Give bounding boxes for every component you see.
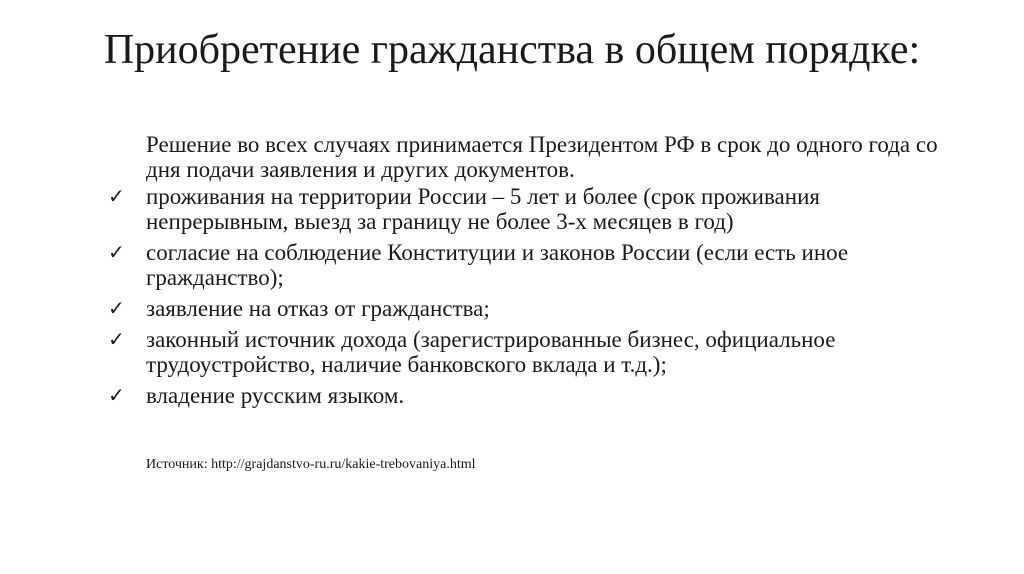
intro-text: Решение во всех случаях принимается Президентом РФ в срок до одного года со дня подачи заявления и других документов. (146, 132, 938, 182)
check-mark-icon: ✓ (108, 327, 125, 351)
source-citation: Источник: http://grajdanstvo-ru.ru/kakie-trebovaniya.html (146, 457, 476, 472)
check-mark-icon: ✓ (108, 240, 125, 264)
check-mark-icon: ✓ (108, 383, 125, 407)
list-item-text: владение русским языком. (146, 383, 405, 408)
list-item (108, 184, 948, 234)
requirements-list (108, 184, 948, 408)
check-mark-icon: ✓ (108, 296, 125, 320)
list-item-text: заявление на отказ от гражданства; (146, 296, 490, 321)
list-item-text: законный источник дохода (зарегистрированные бизнес, официальное трудоустройство, наличие банковского вклада и т.д.); (146, 327, 836, 377)
list-item-text: проживания на территории России – 5 лет и более (срок проживания непрерывным, выезд за границу не более 3-х месяцев в год) (146, 184, 820, 234)
list-item-text: согласие на соблюдение Конституции и законов России (если есть иное гражданство); (146, 240, 849, 290)
list-item (108, 383, 948, 408)
list-item (108, 296, 948, 321)
check-mark-icon: ✓ (108, 184, 125, 208)
slide-content (108, 132, 948, 414)
list-item (108, 327, 948, 377)
list-item (108, 240, 948, 290)
slide-title: Приобретение гражданства в общем порядке: (103, 27, 921, 73)
